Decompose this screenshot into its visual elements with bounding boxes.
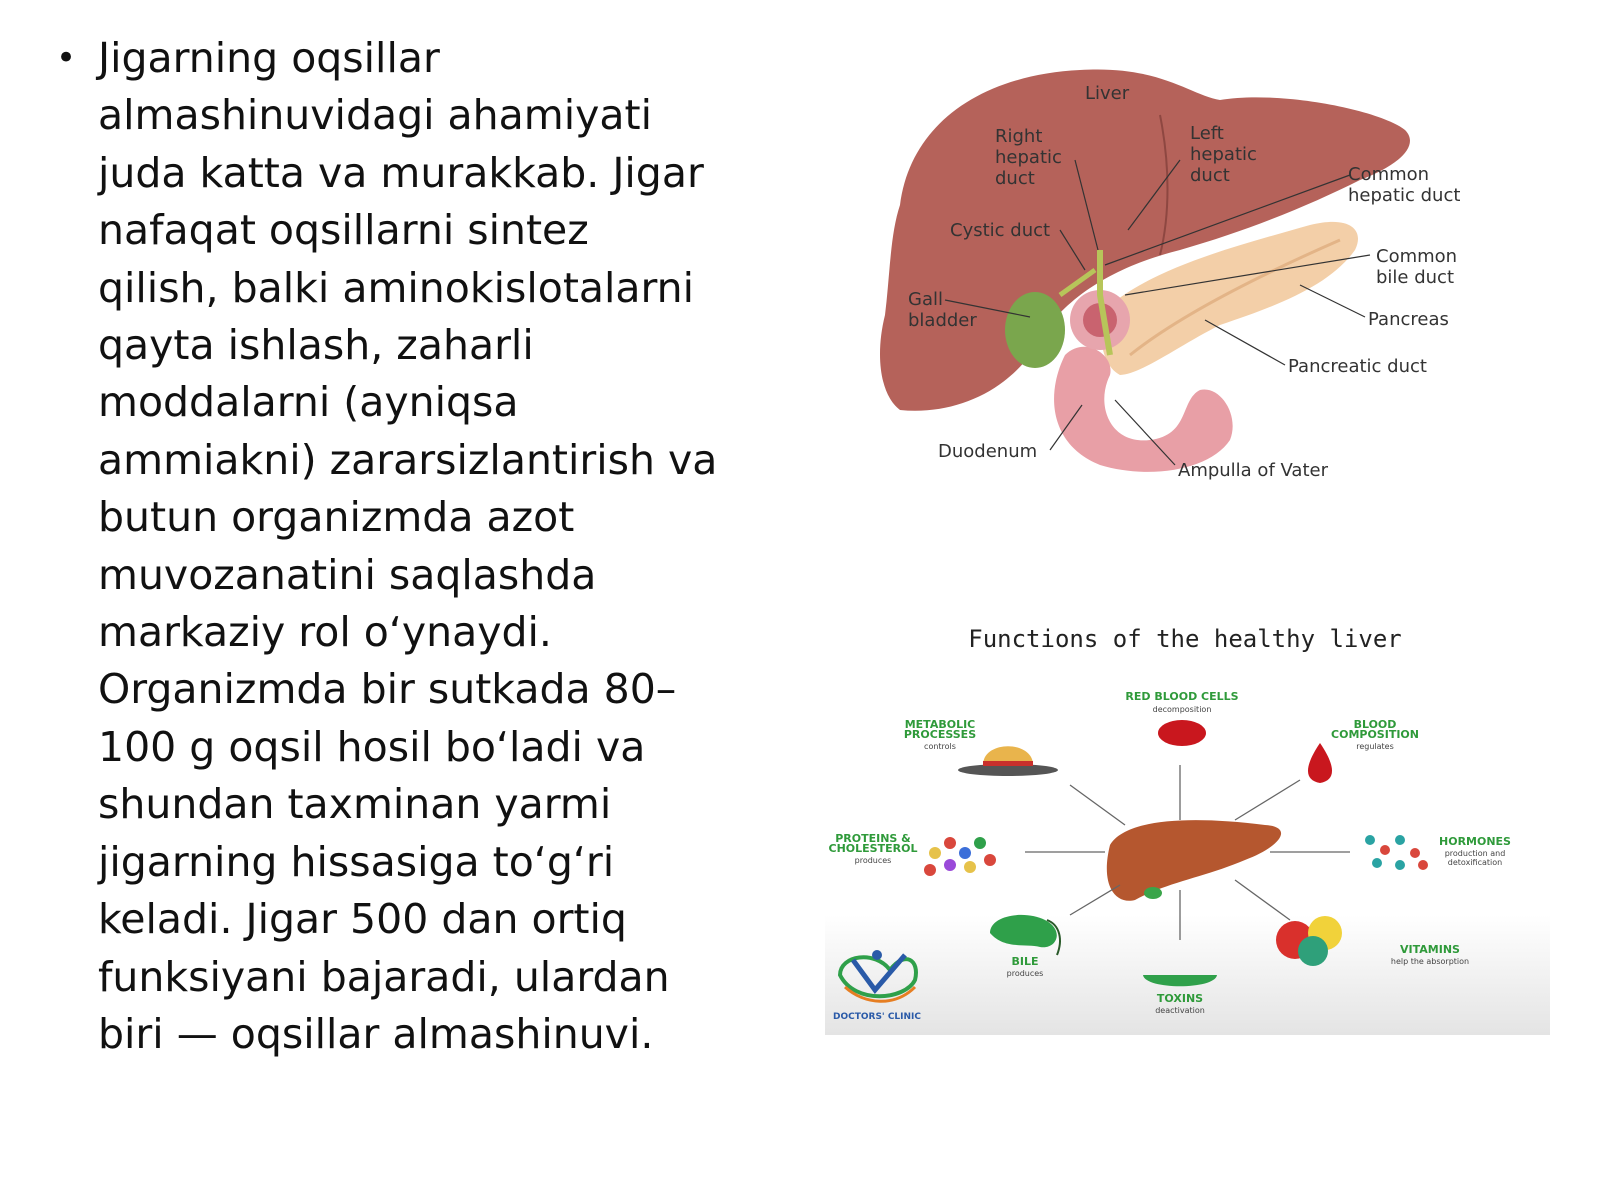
bullet-line: Organizmda bir sutkada 80– — [98, 665, 677, 714]
label-cystic-duct: Cystic duct — [950, 220, 1051, 241]
bullet-line: shundan taxminan yarmi — [98, 780, 612, 829]
bullet-line: 100 g oqsil hosil bo‘ladi va — [98, 722, 646, 771]
label-right-hepatic-duct-3: duct — [995, 168, 1035, 189]
bullet-paragraph — [98, 30, 756, 1063]
liver-functions-figure — [825, 615, 1550, 1060]
bullet-line: qayta ishlash, zaharli — [98, 321, 534, 370]
bullet-line: jigarning hissasiga to‘g‘ri — [98, 837, 615, 886]
central-liver-icon — [1107, 820, 1281, 901]
label-common-hepatic-duct-2: hepatic duct — [1348, 185, 1461, 206]
bullet-line: nafaqat oqsillarni sintez — [98, 206, 589, 255]
sub-hormones-2: detoxification — [1447, 858, 1503, 867]
label-common-hepatic-duct-1: Common — [1348, 164, 1430, 185]
label-right-hepatic-duct-2: hepatic — [995, 147, 1062, 168]
label-right-hepatic-duct-1: Right — [995, 126, 1043, 147]
label-bile: BILE — [1011, 955, 1039, 968]
sub-toxins: deactivation — [1155, 1006, 1205, 1015]
label-proteins-1: PROTEINS & — [835, 832, 911, 845]
bullet-line: ammiakni) zararsizlantirish va — [98, 435, 718, 484]
label-liver: Liver — [1085, 83, 1130, 104]
bullet-line: markaziy rol o‘ynaydi. — [98, 608, 552, 657]
bullet-line: Jigarning oqsillar — [98, 34, 440, 82]
label-left-hepatic-duct-1: Left — [1190, 123, 1224, 144]
sub-bile: produces — [1006, 969, 1044, 978]
label-toxins: TOXINS — [1156, 992, 1204, 1005]
figure-title: Functions of the healthy liver — [968, 625, 1402, 653]
sub-proteins: produces — [854, 856, 892, 865]
burger-patty — [983, 761, 1033, 766]
sub-hormones-1: production and — [1444, 849, 1506, 858]
label-proteins-2: CHOLESTEROL — [828, 842, 918, 855]
sub-blood: regulates — [1356, 742, 1394, 751]
label-vitamins: VITAMINS — [1400, 943, 1460, 956]
red-blood-cell-icon — [1158, 720, 1206, 746]
bullet-line: qilish, balki aminokislotalarni — [98, 263, 695, 312]
label-pancreas: Pancreas — [1368, 309, 1449, 330]
bullet-text-block — [56, 30, 756, 1063]
label-duodenum: Duodenum — [938, 441, 1038, 462]
label-common-bile-duct-2: bile duct — [1376, 267, 1455, 288]
vitamin-green-icon — [1298, 936, 1328, 966]
bullet-line: keladi. Jigar 500 dan ortiq — [98, 895, 627, 944]
label-blood-1: BLOOD — [1353, 718, 1397, 731]
molecule-icon — [924, 837, 996, 876]
label-red-blood-cells: RED BLOOD CELLS — [1125, 690, 1239, 703]
label-gall-bladder-1: Gall — [908, 289, 943, 310]
gall-bladder-shape — [1005, 292, 1065, 368]
gall-bladder-icon — [1144, 887, 1162, 899]
label-left-hepatic-duct-3: duct — [1190, 165, 1230, 186]
bullet-line: funksiyani bajaradi, ulardan — [98, 952, 670, 1001]
label-ampulla-of-vater: Ampulla of Vater — [1178, 460, 1328, 481]
hormones-icon — [1365, 835, 1428, 870]
blood-drop-icon — [1308, 743, 1332, 783]
label-hormones: HORMONES — [1439, 835, 1511, 848]
sub-metabolic: controls — [924, 742, 956, 751]
bullet-line: almashinuvidagi ahamiyati — [98, 91, 652, 140]
sub-red-blood-cells: decomposition — [1152, 705, 1212, 714]
logo-text: DOCTORS' CLINIC — [833, 1012, 921, 1022]
label-gall-bladder-2: bladder — [908, 310, 977, 331]
bullet-line: moddalarni (ayniqsa — [98, 378, 519, 427]
label-metabolic-1: METABOLIC — [904, 718, 976, 731]
bullet-line: juda katta va murakkab. Jigar — [98, 148, 704, 197]
label-left-hepatic-duct-2: hepatic — [1190, 144, 1257, 165]
sub-vitamins: help the absorption — [1390, 957, 1470, 966]
label-metabolic-2: PROCESSES — [903, 728, 977, 741]
bullet-item — [56, 30, 756, 1063]
label-pancreatic-duct: Pancreatic duct — [1288, 356, 1427, 377]
bullet-line: biri — oqsillar almashinuvi. — [98, 1009, 654, 1058]
bullet-point: • — [56, 38, 77, 78]
label-common-bile-duct-1: Common — [1376, 246, 1458, 267]
liver-anatomy-figure — [860, 55, 1520, 505]
bullet-line: butun organizmda azot — [98, 493, 575, 542]
bullet-line: muvozanatini saqlashda — [98, 550, 597, 599]
label-blood-2: COMPOSITION — [1331, 728, 1419, 741]
